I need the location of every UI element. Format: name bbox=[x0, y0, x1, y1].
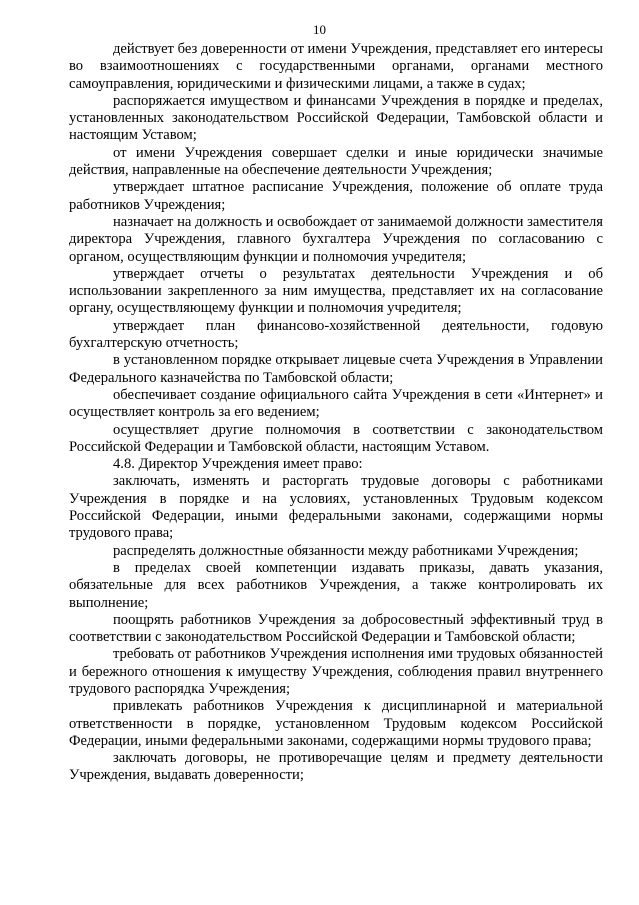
paragraph-director-represents: действует без доверенности от имени Учреждения, представляет его интересы во взаимоотношениях с государственными органами, органами местного самоуправления, юридическими и физическими лицами, а также в судах; bbox=[69, 41, 603, 92]
page-number: 10 bbox=[313, 22, 326, 37]
paragraph-opens-accounts: в установленном порядке открывает лицевые счета Учреждения в Управлении Федерального казначейства по Тамбовской области; bbox=[69, 352, 603, 386]
paragraph-approves-reports: утверждает отчеты о результатах деятельности Учреждения и об использовании закрепленного за ним имущества, представляет их на согласование органу, осуществляющему функции и полномочия учредителя; bbox=[69, 265, 603, 317]
paragraph-disciplinary-liability: привлекать работников Учреждения к дисциплинарной и материальной ответственности в порядке, установленном Трудовым кодексом Российской Федерации, иными федеральными законами, содержащими нормы трудового права; bbox=[69, 698, 603, 749]
paragraph-demands-duties: требовать от работников Учреждения исполнения ими трудовых обязанностей и бережного отношения к имуществу Учреждения, соблюдения правил внутреннего трудового распорядка Учреждения; bbox=[69, 646, 603, 697]
document-body bbox=[69, 41, 603, 785]
paragraph-distributes-duties: распределять должностные обязанности между работниками Учреждения; bbox=[113, 542, 579, 559]
paragraph-official-website: обеспечивает создание официального сайта Учреждения в сети «Интернет» и осуществляет контроль за его ведением; bbox=[69, 386, 603, 421]
paragraph-appoints-deputies: назначает на должность и освобождает от занимаемой должности заместителя директора Учреждения, главного бухгалтера Учреждения по согласованию с органом, осуществляющим функции и полномочия учредителя; bbox=[69, 213, 603, 265]
paragraph-concludes-contracts: заключать договоры, не противоречащие целям и предмету деятельности Учреждения, выдавать доверенности; bbox=[69, 750, 603, 784]
section-heading-4-8: 4.8. Директор Учреждения имеет право: bbox=[113, 456, 363, 473]
paragraph-approves-financial-plan: утверждает план финансово-хозяйственной деятельности, годовую бухгалтерскую отчетность; bbox=[69, 317, 603, 352]
paragraph-rewards-employees: поощрять работников Учреждения за добросовестный эффективный труд в соответствии с законодательством Российской Федерации и Тамбовской области; bbox=[69, 611, 603, 646]
paragraph-manages-property: распоряжается имуществом и финансами Учреждения в порядке и пределах, установленных законодательством Российской Федерации, Тамбовской области и настоящим Уставом; bbox=[69, 92, 603, 144]
paragraph-issues-orders: в пределах своей компетенции издавать приказы, давать указания, обязательные для всех работников Учреждения, а также контролировать их выполнение; bbox=[69, 559, 603, 611]
paragraph-approves-staff-schedule: утверждает штатное расписание Учреждения, положение об оплате труда работников Учреждения; bbox=[69, 179, 603, 213]
paragraph-makes-deals: от имени Учреждения совершает сделки и иные юридически значимые действия, направленные на обеспечение деятельности Учреждения; bbox=[69, 144, 603, 179]
paragraph-labor-contracts: заключать, изменять и расторгать трудовые договоры с работниками Учреждения в порядке и на условиях, установленных Трудовым кодексом Российской Федерации, иными федеральными законами, содержащими нормы трудового права; bbox=[69, 473, 603, 542]
paragraph-other-powers: осуществляет другие полномочия в соответствии с законодательством Российской Федерации и Тамбовской области, настоящим Уставом. bbox=[69, 421, 603, 455]
